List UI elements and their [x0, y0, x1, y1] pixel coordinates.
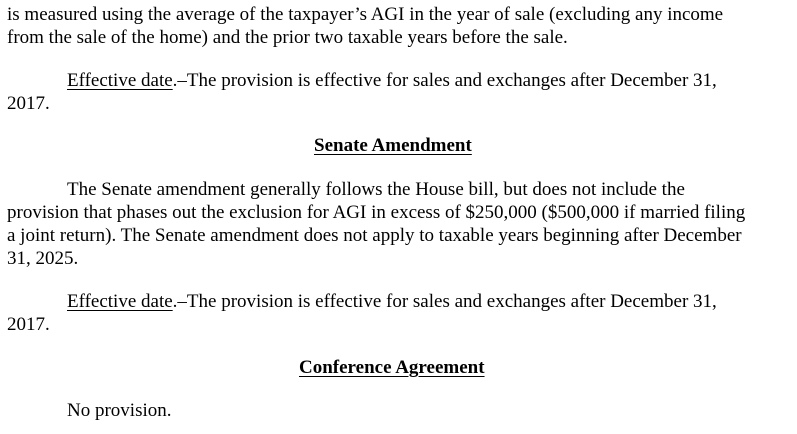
conference-text: No provision. [67, 400, 172, 421]
conference-agreement-heading: Conference Agreement [299, 357, 485, 378]
effective-date-label: Effective date [67, 70, 173, 91]
intro-line-1: is measured using the average of the taxpayer’s AGI in the year of sale (excluding any income [7, 4, 724, 25]
senate-line-4: 31, 2025. [7, 248, 79, 269]
senate-amendment-heading: Senate Amendment [314, 135, 472, 156]
effective-date-paragraph-2 [67, 291, 717, 313]
senate-line-3: a joint return). The Senate amendment does not apply to taxable years beginning after December [7, 225, 742, 246]
effective-date-continuation-2: 2017. [7, 314, 50, 335]
effective-date-text: .–The provision is effective for sales and exchanges after December 31, [172, 291, 717, 312]
effective-date-label: Effective date [67, 291, 173, 312]
intro-line-2: from the sale of the home) and the prior two taxable years before the sale. [7, 27, 568, 48]
effective-date-continuation-1: 2017. [7, 93, 50, 114]
senate-line-1: The Senate amendment generally follows the House bill, but does not include the [67, 179, 685, 200]
effective-date-paragraph-1 [67, 70, 717, 92]
senate-line-2: provision that phases out the exclusion for AGI in excess of $250,000 ($500,000 if married filing [7, 202, 746, 223]
effective-date-text: .–The provision is effective for sales and exchanges after December 31, [172, 70, 717, 91]
